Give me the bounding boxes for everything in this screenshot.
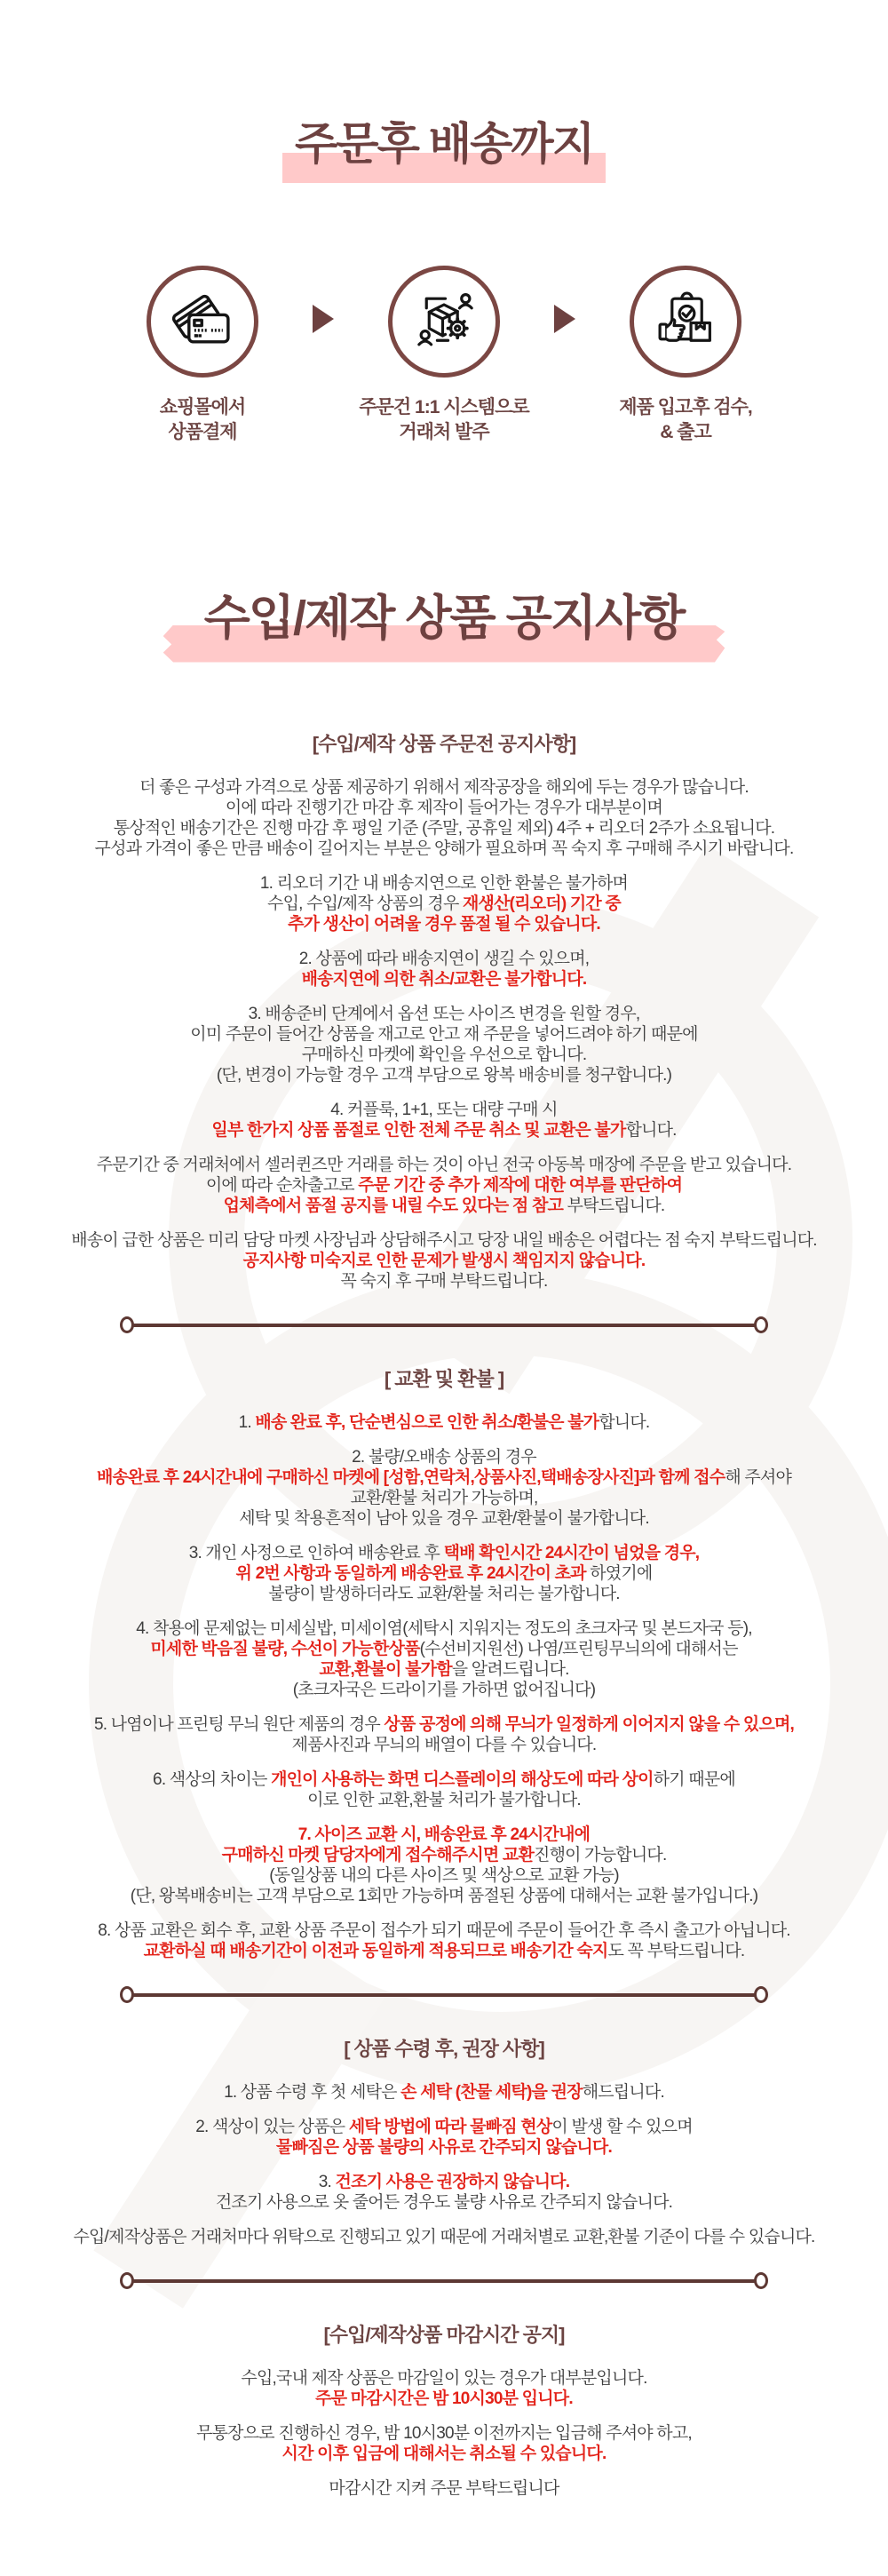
- body-text: 6. 색상의 차이는: [153, 1770, 272, 1790]
- body-text: 이 발생 할 수 있으며: [551, 2118, 693, 2137]
- body-text: 이에 따라 순차출고로: [205, 1176, 359, 1196]
- emphasis-text: 교환하실 때 배송기간이 이전과 동일하게 적용되므로 배송기간 숙지: [143, 1942, 608, 1961]
- notice-paragraph: [36, 2368, 852, 2409]
- body-text: 2. 불량/오배송 상품의 경우: [352, 1448, 536, 1467]
- body-text: 1.: [238, 1413, 256, 1433]
- emphasis-text: 배송지연에 의한 취소/교환은 불가합니다.: [301, 970, 587, 990]
- emphasis-text: 손 세탁 (찬물 세탁)을 권장: [400, 2083, 583, 2103]
- body-text: 배송이 급한 상품은 미리 담당 마켓 사장님과 상담해주시고 당장 내일 배송은 어렵다는 점 숙지 부탁드립니다.: [71, 1231, 817, 1251]
- body-text: 2. 상품에 따라 배송지연이 생길 수 있으며,: [298, 950, 590, 969]
- notice-paragraph: [36, 2227, 852, 2247]
- step-label-line: & 출고: [660, 422, 711, 443]
- body-text: 1. 상품 수령 후 첫 세탁은: [224, 2083, 401, 2103]
- notice-paragraph: [36, 1769, 852, 1810]
- body-text: 4. 착용에 문제없는 미세실밥, 미세이염(세탁시 지워지는 정도의 초크자국 및 본드자국 등),: [136, 1619, 752, 1639]
- emphasis-text: 일부 한가지 상품 품절로 인한 전체 주문 취소 및 교환은 불가: [211, 1121, 626, 1141]
- body-text: 8. 상품 교환은 회수 후, 교환 상품 주문이 접수가 되기 때문에 주문이 들어간 후 즉시 출고가 아닙니다.: [98, 1921, 790, 1941]
- body-text: (수선비지원선) 나염/프린팅무늬의에 대해서는: [419, 1640, 738, 1659]
- emphasis-text: 업체측에서 품절 공지를 내릴 수도 있다는 점 참고: [223, 1197, 567, 1216]
- order-process-steps: [0, 266, 888, 446]
- divider-end-ring: [120, 2272, 134, 2289]
- step-label-line: 쇼핑몰에서: [159, 397, 246, 417]
- process-arrow-icon: [554, 305, 575, 333]
- notice-paragraph: [36, 949, 852, 990]
- inspection-shipping-icon: [652, 288, 719, 355]
- step-label-line: 상품결제: [168, 422, 237, 443]
- body-text: 3.: [318, 2173, 336, 2192]
- section-divider: [120, 1316, 768, 1333]
- notice-paragraph: [36, 1714, 852, 1755]
- body-text: 세탁 및 착용흔적이 남아 있을 경우 교환/환불이 불가합니다.: [239, 1509, 649, 1529]
- section-header: [ 상품 수령 후, 권장 사항]: [344, 2038, 544, 2061]
- process-step-inspection: [579, 266, 792, 446]
- body-text: 하였기에: [590, 1564, 653, 1584]
- emphasis-text: 배송 완료 후, 단순변심으로 인한 취소/환불은 불가: [255, 1413, 599, 1433]
- divider-line: [133, 1324, 755, 1327]
- body-text: 수입/제작상품은 거래처마다 위탁으로 진행되고 있기 때문에 거래처별로 교환,환불 기준이 다를 수 있습니다.: [73, 2228, 815, 2247]
- notice-paragraph: [36, 777, 852, 859]
- notice-paragraph: [36, 1412, 852, 1433]
- body-text: 무통장으로 진행하신 경우, 밤 10시30분 이전까지는 입금해 주셔야 하고,: [196, 2424, 692, 2444]
- emphasis-text: 구매하신 마켓 담당자에게 접수해주시면 교환: [221, 1846, 535, 1865]
- emphasis-text: 건조기 사용은 권장하지 않습니다.: [335, 2173, 570, 2192]
- emphasis-text: 공지사항 미숙지로 인한 문제가 발생시 책임지지 않습니다.: [242, 1252, 646, 1271]
- body-text: 불량이 발생하더라도 교환/환불 처리는 불가합니다.: [268, 1585, 620, 1604]
- section-header: [수입/제작 상품 주문전 공지사항]: [312, 733, 576, 756]
- body-text: 3. 개인 사정으로 인하여 배송완료 후: [188, 1544, 444, 1563]
- body-text: 3. 배송준비 단계에서 옵션 또는 사이즈 변경을 원할 경우,: [248, 1005, 640, 1024]
- divider-end-ring: [120, 1986, 134, 2003]
- body-text: 구매하신 마켓에 확인을 우선으로 합니다.: [301, 1046, 587, 1065]
- body-text: 도 꼭 부탁드립니다.: [607, 1942, 745, 1961]
- divider-line: [133, 1993, 755, 1997]
- step-label: [579, 395, 792, 446]
- emphasis-text: 위 2번 사항과 동일하게 배송완료 후 24시간이 초과: [235, 1564, 591, 1584]
- step-label-line: 제품 입고후 검수,: [619, 397, 752, 417]
- body-text: 제품사진과 무늬의 배열이 다를 수 있습니다.: [291, 1736, 597, 1755]
- divider-line: [133, 2279, 755, 2283]
- notice-paragraph: [36, 1543, 852, 1604]
- body-text: (단, 왕복배송비는 고객 부담으로 1회만 가능하며 품절된 상품에 대해서는 교환 불가입니다.): [130, 1887, 758, 1906]
- emphasis-text: 주문 마감시간은 밤 10시30분 입니다.: [315, 2389, 573, 2409]
- step-circle: [388, 266, 500, 378]
- emphasis-text: 7. 사이즈 교환 시, 배송완료 후 24시간내에: [297, 1825, 591, 1845]
- divider-end-ring: [754, 1316, 768, 1333]
- divider-end-ring: [120, 1316, 134, 1333]
- process-step-order-system: [337, 266, 551, 446]
- body-text: 이로 인한 교환,환불 처리가 불가합니다.: [307, 1791, 581, 1810]
- body-text: 2. 색상이 있는 상품은: [195, 2118, 349, 2137]
- body-text: 건조기 사용으로 옷 줄어든 경우도 불량 사유로 간주되지 않습니다.: [215, 2193, 673, 2213]
- body-text: 마감시간 지켜 주문 부탁드립니다: [329, 2479, 559, 2499]
- body-text: 수입, 수입/제작 상품의 경우: [267, 894, 463, 914]
- notice-paragraph: [36, 1825, 852, 1906]
- body-text: 꼭 숙지 후 구매 부탁드립니다.: [340, 1272, 548, 1292]
- body-text: 구성과 가격이 좋은 만큼 배송이 길어지는 부분은 양해가 필요하며 꼭 숙지 후 구매해 주시기 바랍니다.: [94, 839, 794, 859]
- top-title-section: [0, 0, 888, 202]
- body-text: 교환/환불 처리가 가능하며,: [350, 1489, 538, 1508]
- body-text: 합니다.: [625, 1121, 677, 1141]
- body-text: (단, 변경이 가능할 경우 고객 부담으로 왕복 배송비를 청구합니다.): [216, 1066, 672, 1085]
- credit-card-icon: [169, 288, 236, 355]
- process-step-payment: [96, 266, 309, 446]
- notice-paragraph: [36, 1100, 852, 1141]
- body-text: 주문기간 중 거래처에서 셀러퀸즈만 거래를 하는 것이 아닌 전국 아동복 매장에 주문을 받고 있습니다.: [96, 1156, 792, 1175]
- body-text: 부탁드립니다.: [567, 1197, 665, 1216]
- body-text: 이에 따라 진행기간 마감 후 제작이 들어가는 경우가 대부분이며: [225, 799, 663, 818]
- notice-paragraph: [36, 1230, 852, 1292]
- section-divider: [120, 1986, 768, 2003]
- body-text: 을 알려드립니다.: [451, 1660, 569, 1680]
- section-divider: [120, 2272, 768, 2289]
- notice-paragraph: [36, 1447, 852, 1529]
- step-label: [337, 395, 551, 446]
- notice-paragraph: [36, 2478, 852, 2499]
- emphasis-text: 추가 생산이 어려울 경우 품절 될 수 있습니다.: [288, 915, 600, 934]
- process-arrow-icon: [313, 305, 334, 333]
- body-text: 수입,국내 제작 상품은 마감일이 있는 경우가 대부분입니다.: [241, 2369, 647, 2389]
- body-text: 해 주셔야: [725, 1468, 792, 1488]
- emphasis-text: 주문 기간 중 추가 제작에 대한 여부를 판단하여: [358, 1176, 683, 1196]
- notice-body: [36, 734, 852, 2499]
- emphasis-text: 상품 공정에 의해 무늬가 일정하게 이어지지 않을 수 있으며,: [384, 1715, 795, 1735]
- emphasis-text: 개인이 사용하는 화면 디스플레이의 해상도에 따라 상이: [271, 1770, 654, 1790]
- body-text: 4. 커플룩, 1+1, 또는 대량 구매 시: [330, 1101, 558, 1120]
- emphasis-text: 교환,환불이 불가함: [319, 1660, 452, 1680]
- notice-paragraph: [36, 1004, 852, 1085]
- notice-paragraph: [36, 2172, 852, 2213]
- emphasis-text: 물빠짐은 상품 불량의 사유로 간주되지 않습니다.: [276, 2138, 612, 2158]
- notice-paragraph: [36, 1155, 852, 1216]
- step-circle: [147, 266, 258, 378]
- notice-paragraph: [36, 2117, 852, 2158]
- body-text: 1. 리오더 기간 내 배송지연으로 인한 환불은 불가하며: [259, 874, 629, 894]
- section-header: [ 교환 및 환불 ]: [384, 1368, 504, 1391]
- body-text: 합니다.: [599, 1413, 650, 1433]
- notice-title: 수입/제작 상품 공지사항: [204, 580, 685, 648]
- divider-end-ring: [754, 2272, 768, 2289]
- divider-end-ring: [754, 1986, 768, 2003]
- body-text: 해드립니다.: [582, 2083, 664, 2103]
- notice-paragraph: [36, 2082, 852, 2103]
- emphasis-text: 시간 이후 입금에 대해서는 취소될 수 있습니다.: [281, 2445, 607, 2464]
- body-text: (동일상품 내의 다른 사이즈 및 색상으로 교환 가능): [269, 1866, 619, 1886]
- step-label: [96, 395, 309, 446]
- notice-paragraph: [36, 1618, 852, 1700]
- notice-paragraph: [36, 873, 852, 934]
- notice-paragraph: [36, 2423, 852, 2464]
- body-text: (초크자국은 드라이기를 가하면 없어집니다): [292, 1681, 596, 1700]
- emphasis-text: 미세한 박음질 불량, 수선이 가능한상품: [150, 1640, 420, 1659]
- step-label-line: 거래처 발주: [399, 422, 489, 443]
- section-header: [수입/제작상품 마감시간 공지]: [323, 2324, 565, 2347]
- emphasis-text: 택배 확인시간 24시간이 넘었을 경우,: [443, 1544, 700, 1563]
- page-title: 주문후 배송까지: [295, 108, 593, 172]
- body-text: 이미 주문이 들어간 상품을 재고로 안고 재 주문을 넣어드려야 하기 때문에: [190, 1025, 698, 1045]
- body-text: 5. 나염이나 프린팅 무늬 원단 제품의 경우: [93, 1715, 385, 1735]
- body-text: 통상적인 배송기간은 진행 마감 후 평일 기준 (주말, 공휴일 제외) 4주 + 리오더 2주가 소요됩니다.: [113, 819, 775, 839]
- notice-paragraph: [36, 1920, 852, 1961]
- order-system-icon: [410, 288, 478, 355]
- body-text: 하기 때문에: [653, 1770, 735, 1790]
- emphasis-text: 세탁 방법에 따라 물빠짐 현상: [348, 2118, 552, 2137]
- emphasis-text: 재생산(리오더) 기간 중: [462, 894, 621, 914]
- body-text: 진행이 가능합니다.: [534, 1846, 667, 1865]
- main-title-section: [0, 540, 888, 688]
- emphasis-text: 배송완료 후 24시간내에 구매하신 마켓에 [성함,연락처,상품사진,택배송장사진]과 함께 접수: [96, 1468, 725, 1488]
- step-circle: [630, 266, 741, 378]
- step-label-line: 주문건 1:1 시스템으로: [359, 397, 529, 417]
- body-text: 더 좋은 구성과 가격으로 상품 제공하기 위해서 제작공장을 해외에 두는 경우가 많습니다.: [139, 778, 749, 798]
